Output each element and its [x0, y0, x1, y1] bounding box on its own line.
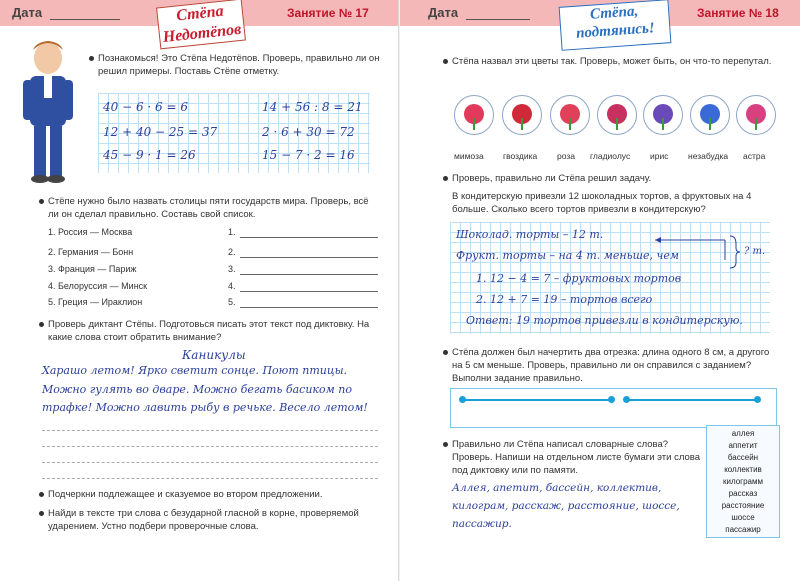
answer-line[interactable] [240, 307, 378, 308]
task-5-text: Найди в тексте три слова с безударной гласной в корне, проверяемой ударением. Устно подбери проверочные слова. [48, 507, 378, 533]
task-2-text: Стёпе нужно было назвать столицы пяти государств мира. Проверь, всё ли он сделал правильно. Составь свой список. [48, 195, 378, 221]
lesson-title-line-2: подтянись! [575, 20, 656, 42]
flower-label: гвоздика [503, 151, 538, 161]
date-line [50, 19, 120, 20]
flower-carnation [502, 95, 542, 135]
writing-line[interactable] [42, 446, 378, 447]
flower-label: роза [557, 151, 575, 161]
lesson-title-badge [559, 0, 672, 51]
lesson-title-line-1: Стёпа, [589, 3, 639, 23]
vocabulary-box [706, 425, 780, 538]
date-label: Дата [428, 5, 459, 20]
capital-item: 3. Франция — Париж [48, 264, 137, 274]
flower-forget-me-not [690, 95, 730, 135]
solution-line-5: Ответ: 19 тортов привезли в кондитерскую. [466, 314, 743, 327]
math-line-3: 45 − 9 · 1 = 26 [103, 148, 196, 162]
answer-number: 2. [228, 247, 236, 257]
solution-line-3: 1. 12 − 4 = 7 – фруктовых тортов [476, 272, 682, 285]
capital-item: 1. Россия — Москва [48, 227, 133, 237]
flower-iris [643, 95, 683, 135]
vocab-word: шоссе [731, 513, 755, 522]
math-line-4: 14 + 56 : 8 = 21 [262, 100, 363, 114]
word-problem: В кондитерскую привезли 12 шоколадных тортов, а фруктовых на 4 больше. Сколько всего тортов привезли в кондитерскую? [452, 191, 752, 215]
dictation-line-3: трафке! Можно лавить рыбу в речьке. Весело летом! [42, 401, 368, 414]
solution-line-2: Фрукт. торты – на 4 т. меньше, чем [456, 249, 680, 262]
vocab-word: пассажир [725, 525, 761, 534]
vocab-word: бассейн [727, 453, 759, 462]
segments-drawing-area[interactable] [450, 388, 777, 428]
solution-arrow-brace [650, 234, 740, 270]
task-3-text: Стёпа должен был начертить два отрезка: длина одного 8 см, а другого на 5 см меньше. Проверь, правильно ли он справился с заданием? Выполни задание правильно. [452, 346, 777, 385]
lesson-number: Занятие № 17 [287, 6, 369, 20]
answer-line[interactable] [240, 274, 378, 275]
segment-endpoint [459, 396, 466, 403]
segment-endpoint [754, 396, 761, 403]
student-words-line-2: килограм, расскаж, расстояние, шоссе, [452, 500, 680, 512]
flower-gladiolus [597, 95, 637, 135]
solution-line-4: 2. 12 + 7 = 19 – тортов всего [476, 293, 653, 306]
solution-line-1: Шоколад. торты – 12 т. [456, 228, 604, 241]
vocab-word: коллектив [724, 465, 762, 474]
writing-line[interactable] [42, 462, 378, 463]
math-line-5: 2 · 6 + 30 = 72 [262, 125, 355, 139]
writing-line[interactable] [42, 478, 378, 479]
lesson-number: Занятие № 18 [697, 6, 779, 20]
answer-line[interactable] [240, 237, 378, 238]
boy-illustration [18, 36, 78, 186]
task-4-text: Правильно ли Стёпа написал словарные слова? Проверь. Напиши на отдельном листе бумаги эти слова под диктовку или по памяти. [452, 439, 700, 476]
lesson-title: Стёпа Недотёпов [161, 2, 243, 47]
capital-item: 2. Германия — Бонн [48, 247, 134, 257]
dictation-line-2: Можно гулять во дваре. Можно бегать басиком по [42, 383, 352, 396]
task-1-text: Стёпа назвал эти цветы так. Проверь, может быть, он что-то перепутал. [452, 55, 777, 68]
task-4-text: Подчеркни подлежащее и сказуемое во втором предложении. [48, 488, 378, 501]
math-line-6: 15 − 7 · 2 = 16 [262, 148, 355, 162]
segment-endpoint [623, 396, 630, 403]
capital-item: 4. Белоруссия — Минск [48, 281, 148, 291]
answer-number: 1. [228, 227, 236, 237]
flower-rose [550, 95, 590, 135]
brace-label: ? т. [744, 246, 766, 257]
answer-number: 5. [228, 297, 236, 307]
task-3-text: Проверь диктант Стёпы. Подготовься писать этот текст под диктовку. На какие слова стоит обратить внимание? [48, 318, 378, 344]
flower-label: гладиолус [590, 151, 631, 161]
task-1-text: Познакомься! Это Стёпа Недотёпов. Проверь, правильно ли он решил примеры. Поставь Стёпе отметку. [98, 52, 383, 78]
answer-line[interactable] [240, 291, 378, 292]
math-line-2: 12 + 40 − 25 = 37 [103, 125, 218, 139]
capital-item: 5. Греция — Ираклион [48, 297, 143, 307]
flower-label: астра [743, 151, 766, 161]
segment-endpoint [608, 396, 615, 403]
vocab-word: аллея [731, 429, 755, 438]
writing-line[interactable] [42, 430, 378, 431]
answer-line[interactable] [240, 257, 378, 258]
student-words-line-3: пассажир. [452, 518, 512, 530]
student-words-line-1: Аллея, апетит, бассейн, коллектив, [452, 482, 662, 494]
lesson-title-badge [156, 0, 246, 49]
segment-2 [626, 399, 758, 401]
math-line-1: 40 − 6 · 6 = 6 [103, 100, 188, 114]
vocab-word: рассказ [728, 489, 758, 498]
dictation-line-1: Харашо летом! Ярко светит сонце. Поют птицы. [42, 364, 348, 377]
vocab-word: килограмм [723, 477, 763, 486]
date-label: Дата [12, 5, 43, 20]
flower-label: ирис [650, 151, 669, 161]
answer-number: 3. [228, 264, 236, 274]
vocab-word: аппетит [728, 441, 758, 450]
vocab-word: расстояние [721, 501, 765, 510]
date-line [466, 19, 530, 20]
flower-label: мимоза [454, 151, 484, 161]
segment-1 [462, 399, 612, 401]
flower-mimosa [454, 95, 494, 135]
flower-label: незабудка [688, 151, 729, 161]
answer-number: 4. [228, 281, 236, 291]
task-2-text: Проверь, правильно ли Стёпа решил задачу. [452, 172, 777, 185]
flower-aster [736, 95, 776, 135]
dictation-title: Каникулы [182, 348, 246, 362]
